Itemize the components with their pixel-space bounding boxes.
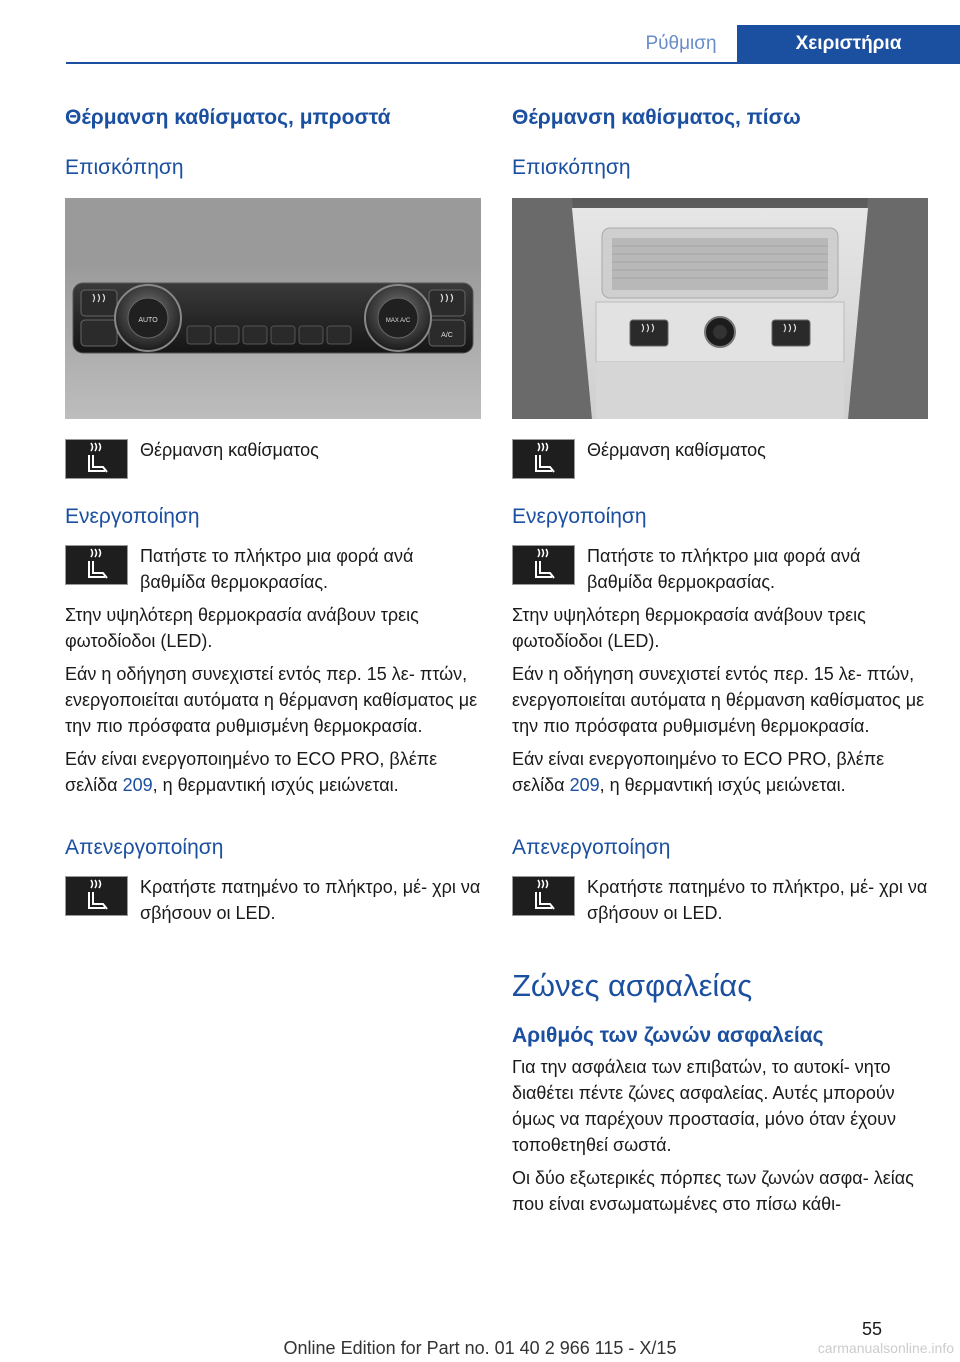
front-seat-heating-title: Θέρμανση καθίσματος, μπροστά [65, 106, 391, 129]
rear-auto-paragraph: Εάν η οδήγηση συνεχιστεί εντός περ. 15 λε- πτών, ενεργοποιείται αυτόματα η θέρμανση καθίσματος με την πιο πρόσφατα ρυθμισμένη θερμοκρασία. [512, 664, 925, 736]
rear-page-link[interactable]: 209 [569, 775, 600, 795]
left-column [65, 100, 481, 926]
max-ac-label: MAX A/C [385, 318, 411, 324]
front-activation-heading: Ενεργοποίηση [65, 505, 200, 528]
front-page-link[interactable]: 209 [122, 775, 153, 795]
rear-icon-caption: Θέρμανση καθίσματος [587, 440, 766, 460]
right-column [512, 100, 928, 1217]
seat-heating-icon [65, 876, 128, 916]
page-number: 55 [862, 1319, 883, 1339]
front-eco-text: Εάν είναι ενεργοποιημένο το ECO PRO, βλέπε σελίδα [65, 749, 438, 795]
seatbelts-title: Ζώνες ασφαλείας [512, 968, 753, 1003]
seat-heating-icon [512, 439, 575, 479]
front-led-paragraph: Στην υψηλότερη θερμοκρασία ανάβουν τρεις φωτοδίοδοι (LED). [65, 605, 419, 651]
front-eco-text-end: , η θερμαντική ισχύς μειώνεται. [152, 775, 399, 795]
rear-eco-paragraph [512, 746, 928, 798]
rear-console-photo [512, 198, 928, 419]
seat-heating-icon [65, 439, 128, 479]
front-deactivation-row [65, 874, 481, 926]
front-icon-caption: Θέρμανση καθίσματος [140, 440, 319, 460]
header-tab-settings[interactable]: Ρύθμιση [645, 33, 717, 54]
front-overview-heading: Επισκόπηση [65, 156, 184, 179]
seat-heating-icon [512, 545, 575, 585]
rear-deactivation-text: Κρατήστε πατημένο το πλήκτρο, μέ- χρι να σβήσουν οι LED. [587, 877, 928, 923]
seat-heating-icon [512, 876, 575, 916]
seatbelts-count-heading: Αριθμός των ζωνών ασφαλείας [512, 1024, 824, 1047]
front-eco-paragraph [65, 746, 481, 798]
watermark: carmanualsonline.info [817, 1340, 954, 1356]
online-edition-footer: Online Edition for Part no. 01 40 2 966 115 - X/15 [283, 1338, 677, 1358]
rear-eco-text-end: , η θερμαντική ισχύς μειώνεται. [599, 775, 846, 795]
front-deactivation-text: Κρατήστε πατημένο το πλήκτρο, μέ- χρι να σβήσουν οι LED. [140, 877, 481, 923]
rear-deactivation-heading: Απενεργοποίηση [512, 836, 671, 859]
rear-activation-heading: Ενεργοποίηση [512, 505, 647, 528]
header-tab-controls[interactable]: Χειριστήρια [737, 25, 960, 62]
rear-activation-text: Πατήστε το πλήκτρο μια φορά ανά βαθμίδα θερμοκρασίας. [587, 546, 861, 592]
seatbelts-paragraph-2: Οι δύο εξωτερικές πόρπες των ζωνών ασφα- λείας που είναι ενσωματωμένες στο πίσω κάθι- [512, 1168, 914, 1214]
rear-overview-heading: Επισκόπηση [512, 156, 631, 179]
front-auto-paragraph: Εάν η οδήγηση συνεχιστεί εντός περ. 15 λε- πτών, ενεργοποιείται αυτόματα η θέρμανση καθίσματος με την πιο πρόσφατα ρυθμισμένη θερμοκρασία. [65, 664, 478, 736]
seatbelts-paragraph-1: Για την ασφάλεια των επιβατών, το αυτοκί- νητο διαθέτει πέντε ζώνες ασφαλείας. Αυτές μπορούν όμως να παρέχουν προστασία, μόνο όταν έχουν τοποθετηθεί σωστά. [512, 1057, 896, 1155]
front-icon-caption-row [65, 437, 481, 479]
seat-heating-icon [65, 545, 128, 585]
auto-label: AUTO [138, 317, 158, 324]
rear-icon-caption-row [512, 437, 928, 479]
rear-deactivation-row [512, 874, 928, 926]
rear-activation-row [512, 543, 928, 595]
front-deactivation-heading: Απενεργοποίηση [65, 836, 224, 859]
rear-eco-text: Εάν είναι ενεργοποιημένο το ECO PRO, βλέπε σελίδα [512, 749, 885, 795]
header-divider [66, 62, 960, 64]
front-activation-text: Πατήστε το πλήκτρο μια φορά ανά βαθμίδα θερμοκρασίας. [140, 546, 414, 592]
front-activation-row [65, 543, 481, 595]
ac-label: A/C [441, 332, 453, 339]
front-climate-panel-photo [65, 198, 481, 419]
rear-led-paragraph: Στην υψηλότερη θερμοκρασία ανάβουν τρεις φωτοδίοδοι (LED). [512, 605, 866, 651]
rear-seat-heating-title: Θέρμανση καθίσματος, πίσω [512, 106, 801, 129]
